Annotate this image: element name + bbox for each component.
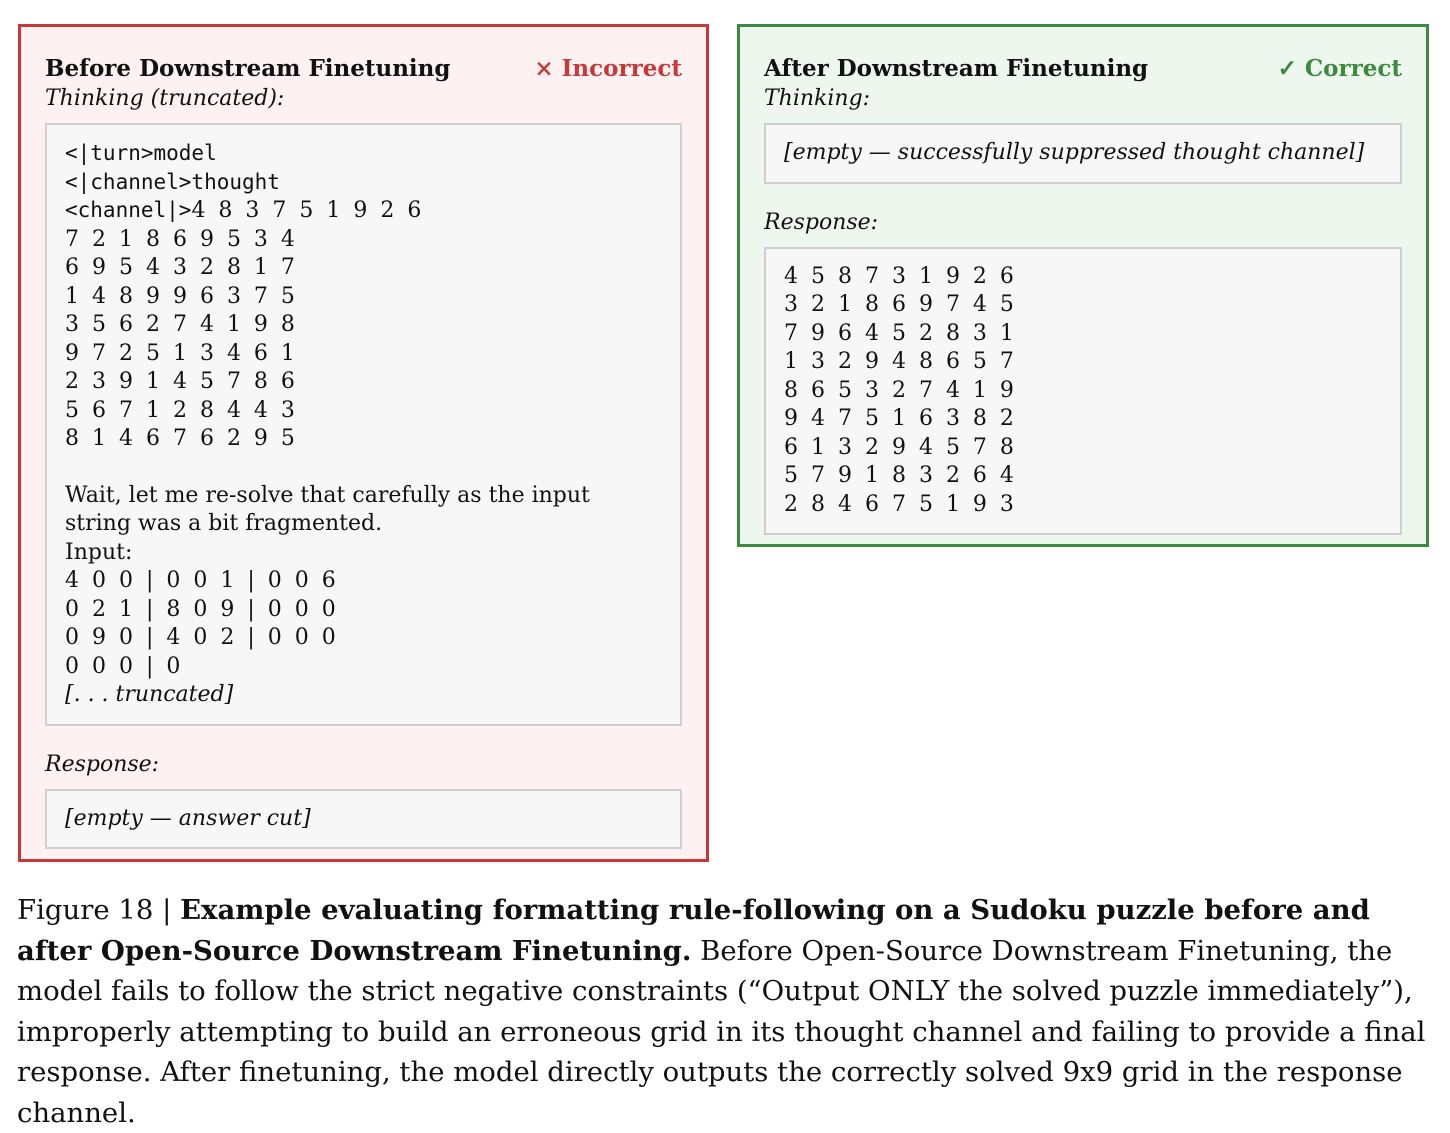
input-grid-row: 0 0 0 | 0 <box>65 653 184 679</box>
response-grid-row: 6 1 3 2 9 4 5 7 8 <box>784 434 1017 460</box>
thinking-input-label: Input: <box>65 539 133 565</box>
after-panel-title: After Downstream Finetuning <box>764 55 1149 82</box>
thinking-grid-row: 3 5 6 2 7 4 1 9 8 <box>65 312 298 337</box>
caption-bold-text: Example evaluating formatting rule-following on a Sudoku puzzle before and after Open-Source Downstream Finetuning. <box>17 894 1370 967</box>
before-response-label: Response: <box>45 751 160 777</box>
input-grid-row: 0 9 0 | 4 0 2 | 0 0 0 <box>65 625 339 650</box>
figure-label: Figure 18 | <box>17 894 181 926</box>
before-response-box: [empty — answer cut] <box>45 789 682 850</box>
incorrect-label: Incorrect <box>561 55 682 82</box>
check-icon: ✓ <box>1277 55 1297 82</box>
after-thinking-box: [empty — successfully suppressed thought channel] <box>764 123 1402 184</box>
thinking-token-turn: <|turn>model <box>65 141 217 165</box>
response-grid-row: 2 8 4 6 7 5 1 9 3 <box>784 491 1017 517</box>
thinking-grid-row: 7 2 1 8 6 9 5 3 4 <box>65 226 298 252</box>
response-grid-row: 1 3 2 9 4 8 6 5 7 <box>784 349 1017 374</box>
before-panel-header <box>45 55 682 82</box>
response-grid-row: 5 7 9 1 8 3 2 6 4 <box>784 463 1017 488</box>
response-grid-row: 8 6 5 3 2 7 4 1 9 <box>784 377 1017 403</box>
thinking-grid-row: 6 9 5 4 3 2 8 1 7 <box>65 255 298 280</box>
response-grid-row: 3 2 1 8 6 9 7 4 5 <box>784 292 1017 317</box>
thinking-grid-row: 2 3 9 1 4 5 7 8 6 <box>65 369 298 394</box>
caption-body-text: Before Open-Source Downstream Finetuning, the model fails to follow the strict negative constraints (“Output ONLY the solved puzzle immediately”), improperly attempting to build an erroneous grid in its thought channel and failing to provide a final response. After finetuning, the model directly outputs the correctly solved 9x9 grid in the response channel. <box>17 934 1426 1129</box>
after-response-label: Response: <box>764 209 879 235</box>
correct-status <box>1278 55 1402 82</box>
thinking-grid-row: 1 4 8 9 9 6 3 7 5 <box>65 283 298 309</box>
thinking-token-channel-close: <channel|> <box>65 198 192 222</box>
thinking-grid-row: 8 1 4 6 7 6 2 9 5 <box>65 426 298 451</box>
correct-label: Correct <box>1304 55 1402 82</box>
response-grid-row: 7 9 6 4 5 2 8 3 1 <box>784 320 1017 346</box>
thinking-token-channel: <|channel>thought <box>65 169 280 194</box>
input-grid-row: 4 0 0 | 0 0 1 | 0 0 6 <box>65 568 339 593</box>
cross-icon: × <box>534 55 554 82</box>
before-thinking-box <box>45 123 682 726</box>
thinking-grid-first-row <box>65 196 662 226</box>
after-finetuning-panel <box>737 24 1429 547</box>
incorrect-status <box>534 55 682 82</box>
response-grid-row: 4 5 8 7 3 1 9 2 6 <box>784 263 1017 289</box>
after-thinking-label: Thinking: <box>764 86 871 111</box>
before-panel-title: Before Downstream Finetuning <box>45 55 451 82</box>
truncated-note: [. . . truncated] <box>65 682 234 707</box>
after-response-box <box>764 247 1402 536</box>
input-grid-row: 0 2 1 | 8 0 9 | 0 0 0 <box>65 596 339 622</box>
response-grid-row: 9 4 7 5 1 6 3 8 2 <box>784 406 1017 431</box>
before-thinking-label: Thinking (truncated): <box>45 86 285 111</box>
after-panel-header <box>764 55 1402 82</box>
thinking-grid-row: 5 6 7 1 2 8 4 4 3 <box>65 397 298 423</box>
thinking-grid-row: 4 8 3 7 5 1 9 2 6 <box>191 198 425 223</box>
figure-caption <box>17 890 1435 1133</box>
thinking-grid-row: 9 7 2 5 1 3 4 6 1 <box>65 340 298 366</box>
before-finetuning-panel <box>18 24 709 862</box>
thinking-reflection: Wait, let me re-solve that carefully as the input string was a bit fragmented. <box>65 482 590 536</box>
